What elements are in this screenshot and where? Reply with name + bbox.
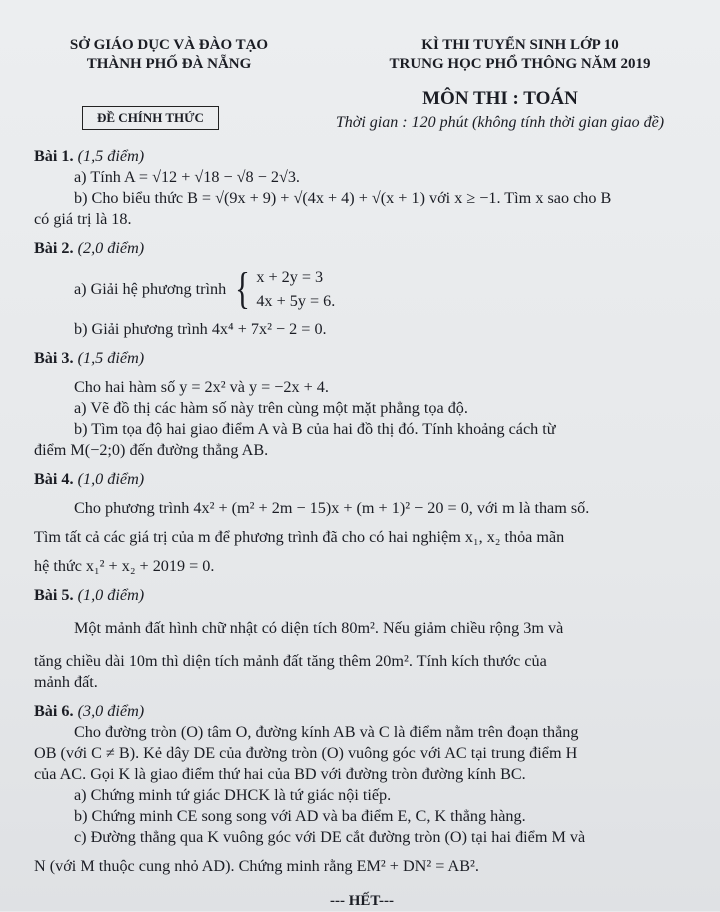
problem-line: Cho đường tròn (O) tâm O, đường kính AB và C là điểm nằm trên đoạn thẳng	[74, 723, 579, 741]
problem-line: b) Cho biểu thức B = √(9x + 9) + √(4x + 4) + √(x + 1) với x ≥ −1. Tìm x sao cho B	[74, 189, 612, 207]
problem-points: (2,0 điểm)	[77, 239, 145, 257]
problem-points: (1,5 điểm)	[77, 349, 145, 367]
problem-line: N (với M thuộc cung nhỏ AD). Chứng minh rằng EM² + DN² = AB².	[34, 857, 479, 875]
exam-subheader	[34, 88, 690, 132]
problem-line: điểm M(−2;0) đến đường thẳng AB.	[34, 441, 269, 459]
problem-line: Tìm tất cả các giá trị của m để phương trình đã cho có hai nghiệm x₁, x₂ thỏa mãn	[34, 528, 565, 546]
problem-title: Bài 1.	[34, 147, 74, 165]
issuer-block	[54, 36, 284, 74]
end-marker: --- HẾT---	[329, 893, 395, 909]
official-label: ĐỀ CHÍNH THỨC	[82, 106, 219, 130]
issuer-line-2: THÀNH PHỐ ĐÀ NẴNG	[86, 56, 252, 72]
problem-title: Bài 3.	[34, 349, 74, 367]
problem-title: Bài 5.	[34, 586, 74, 604]
problem-points: (3,0 điểm)	[77, 702, 145, 720]
problem-line: Cho hai hàm số y = 2x² và y = −2x + 4.	[74, 378, 329, 396]
subject-block	[310, 88, 690, 132]
problem-line: a) Tính A = √12 + √18 − √8 − 2√3.	[74, 168, 300, 186]
problem-line: hệ thức x₁² + x₂ + 2019 = 0.	[34, 557, 215, 575]
exam-title-line-2: TRUNG HỌC PHỔ THÔNG NĂM 2019	[389, 56, 651, 72]
problem-line: của AC. Gọi K là giao điểm thứ hai của BD với đường tròn đường kính BC.	[34, 765, 526, 783]
problem-line: mảnh đất.	[34, 673, 98, 691]
problem-line: có giá trị là 18.	[34, 210, 132, 228]
problem-title: Bài 4.	[34, 470, 74, 488]
problem-line: Cho phương trình 4x² + (m² + 2m − 15)x + (m + 1)² − 20 = 0, với m là tham số.	[74, 499, 590, 517]
subject-title: MÔN THI : TOÁN	[422, 88, 578, 109]
problem-points: (1,0 điểm)	[77, 586, 145, 604]
system-equations	[256, 265, 335, 313]
problem-5-heading	[34, 585, 690, 606]
equation-system	[34, 265, 690, 313]
problem-line: a) Vẽ đồ thị các hàm số này trên cùng một mặt phẳng tọa độ.	[74, 399, 468, 417]
problem-line: a) Chứng minh tứ giác DHCK là tứ giác nội tiếp.	[74, 786, 392, 804]
problem-line: c) Đường thẳng qua K vuông góc với DE cắt đường tròn (O) tại hai điểm M và	[74, 828, 586, 846]
exam-title-line-1: KÌ THI TUYỂN SINH LỚP 10	[421, 37, 619, 53]
system-equation-1: x + 2y = 3	[256, 268, 324, 286]
system-label: a) Giải hệ phương trình	[74, 279, 227, 298]
problem-title: Bài 6.	[34, 702, 74, 720]
brace-symbol: {	[235, 264, 251, 313]
problem-points: (1,5 điểm)	[77, 147, 145, 165]
issuer-line-1: SỞ GIÁO DỤC VÀ ĐÀO TẠO	[69, 37, 269, 53]
time-limit: Thời gian : 120 phút (không tính thời gian giao đề)	[335, 114, 665, 131]
problem-3-heading	[34, 348, 690, 369]
problem-1-heading	[34, 146, 690, 167]
problem-points: (1,0 điểm)	[77, 470, 145, 488]
problem-line: b) Chứng minh CE song song với AD và ba điểm E, C, K thẳng hàng.	[74, 807, 526, 825]
exam-body	[34, 146, 690, 912]
problem-line: b) Giải phương trình 4x⁴ + 7x² − 2 = 0.	[74, 320, 327, 338]
problem-line: Một mảnh đất hình chữ nhật có diện tích 80m². Nếu giảm chiều rộng 3m và	[74, 619, 564, 637]
problem-line: tăng chiều dài 10m thì diện tích mảnh đất tăng thêm 20m². Tính kích thước của	[34, 652, 547, 670]
system-equation-2: 4x + 5y = 6.	[256, 292, 336, 310]
problem-2-heading	[34, 238, 690, 259]
problem-line: b) Tìm tọa độ hai giao điểm A và B của hai đồ thị đó. Tính khoảng cách từ	[74, 420, 556, 438]
exam-header	[34, 36, 690, 74]
problem-title: Bài 2.	[34, 239, 74, 257]
exam-title-block	[350, 36, 690, 74]
problem-4-heading	[34, 469, 690, 490]
problem-6-heading	[34, 701, 690, 722]
problem-line: OB (với C ≠ B). Kẻ dây DE của đường tròn (O) vuông góc với AC tại trung điểm H	[34, 744, 578, 762]
